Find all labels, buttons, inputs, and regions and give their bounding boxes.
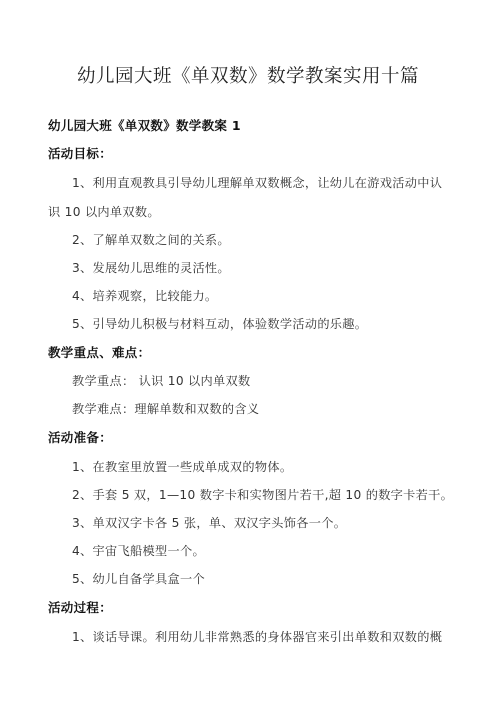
prep-item-1: 1、在教室里放置一些成单成双的物体。 xyxy=(72,460,293,474)
key-point-focus: 教学重点： 认识 10 以内单双数 xyxy=(72,374,251,388)
prep-item-4: 4、宇宙飞船模型一个。 xyxy=(72,544,205,558)
goal-item-4: 4、培养观察，比较能力。 xyxy=(72,289,218,303)
lesson-heading: 幼儿园大班《单双数》数学教案 1 xyxy=(48,118,241,133)
document-title: 幼儿园大班《单双数》数学教案实用十篇 xyxy=(76,66,419,87)
prep-item-2: 2、手套 5 双，1—10 数字卡和实物图片若干,超 10 的数字卡若干。 xyxy=(72,488,454,502)
process-heading: 活动过程： xyxy=(48,600,113,615)
goals-heading: 活动目标： xyxy=(48,146,113,161)
process-item-1: 1、谈话导课。利用幼儿非常熟悉的身体器官来引出单数和双数的概 xyxy=(72,630,443,644)
prep-item-5: 5、幼儿自备学具盒一个 xyxy=(72,572,205,586)
prep-item-3: 3、单双汉字卡各 5 张，单、双汉字头饰各一个。 xyxy=(72,516,347,530)
goal-item-3: 3、发展幼儿思维的灵活性。 xyxy=(72,261,230,275)
prep-heading: 活动准备： xyxy=(48,430,113,445)
goal-item-5: 5、引导幼儿积极与材料互动，体验数学活动的乐趣。 xyxy=(72,317,368,331)
goal-item-1: 1、利用直观教具引导幼儿理解单双数概念，让幼儿在游戏活动中认 xyxy=(72,176,443,190)
goal-item-1-continued: 识 10 以内单双数。 xyxy=(48,205,160,219)
key-point-difficulty: 教学难点：理解单数和双数的含义 xyxy=(72,402,260,416)
key-points-heading: 教学重点、难点： xyxy=(48,345,151,360)
goal-item-2: 2、了解单双数之间的关系。 xyxy=(72,233,230,247)
